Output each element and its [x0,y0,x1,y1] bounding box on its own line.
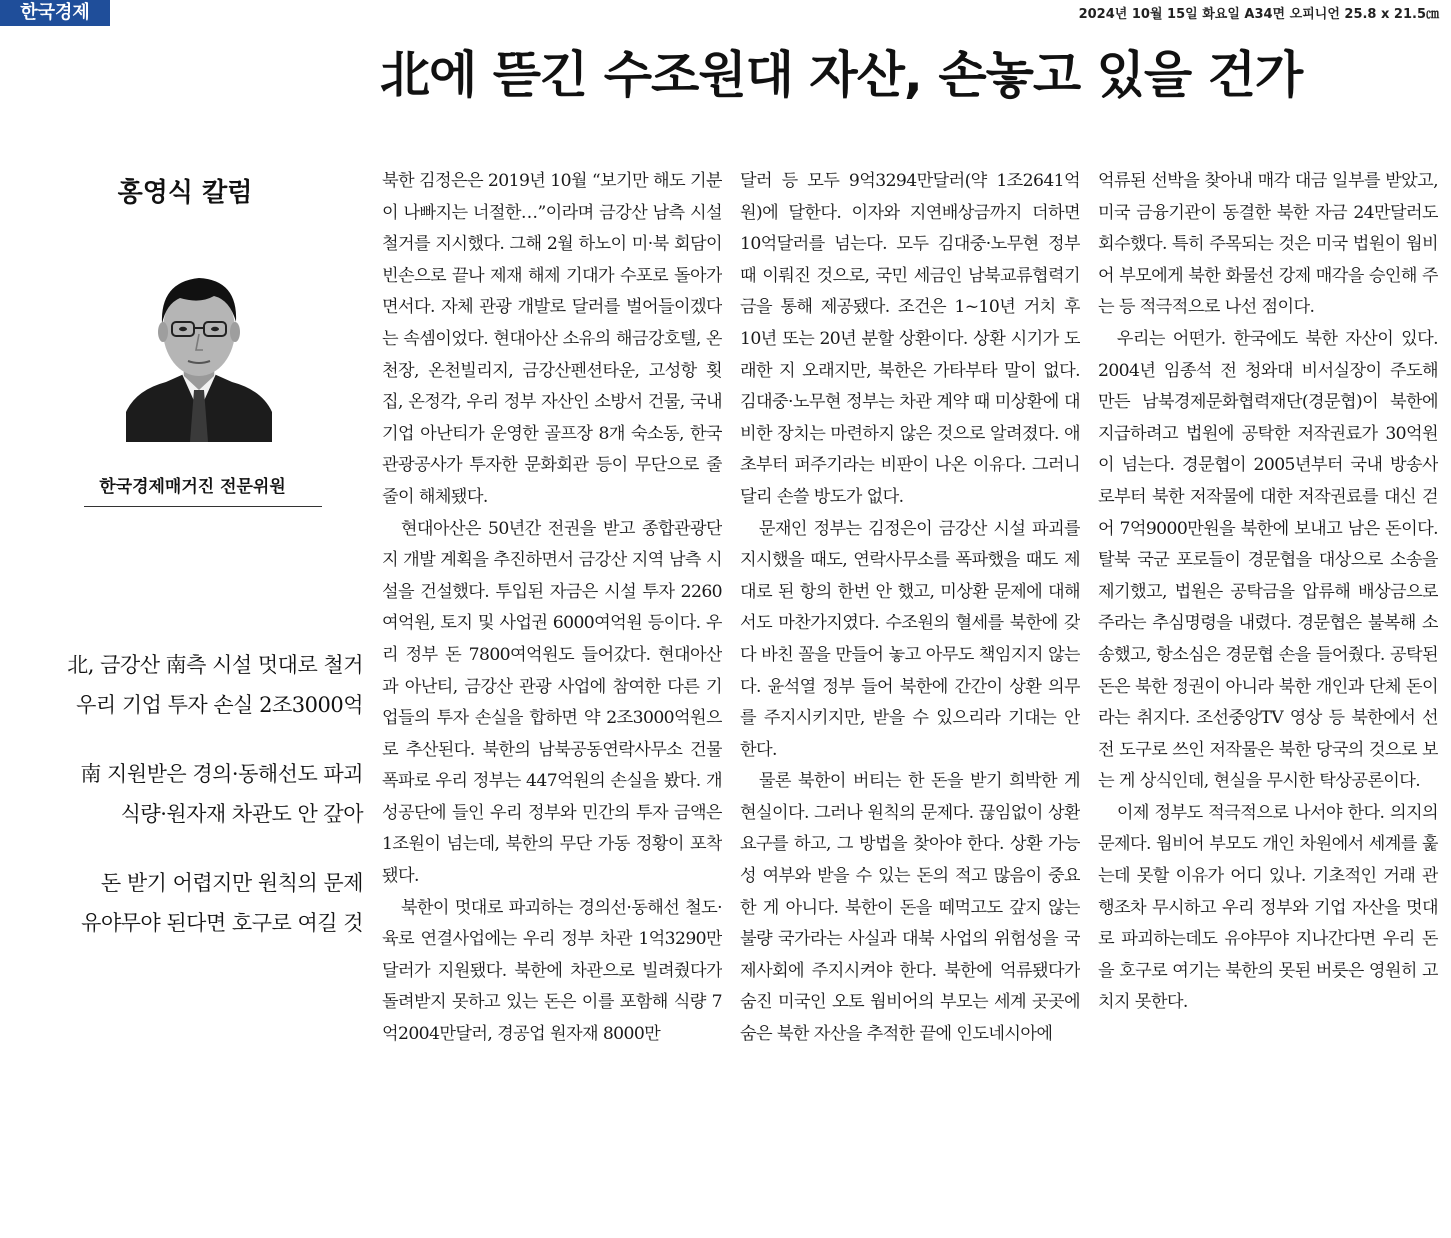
subhead-line: 유야무야 된다면 호구로 여길 것 [81,911,363,935]
paragraph: 우리는 어떤가. 한국에도 북한 자산이 있다. 2004년 임종석 전 청와대 비서실장이 주도해 만든 남북경제문화협력재단(경문협)이 북한에 지급하려고 법원에 공탁한 저작권료가 30억원이 넘는다. 경문협이 2005년부터 국내 방송사로부터 북한 저작물에 대한 저작권료를 대신 걷어 7억9000만원을 북한에 보내고 남은 돈이다. 탈북 국군 포로들이 경문협을 대상으로 소송을 제기했고, 법원은 공탁금을 압류해 배상금으로 주라는 추심명령을 내렸다. 경문협은 불복해 소송했고, 항소심은 경문협 손을 들어줬다. 공탁된 돈은 북한 정권이 아니라 북한 개인과 단체 돈이라는 취지다. 조선중앙TV 영상 등 북한에서 선전 도구로 쓰인 저작물은 북한 당국의 것으로 보는 게 상식인데, 현실을 무시한 탁상공론이다. [1098,328,1438,792]
issue-meta: 2024년 10월 15일 화요일 A34면 오피니언 25.8 x 21.5㎝ [1078,7,1439,22]
subheads [15,645,363,943]
paragraph: 달러 등 모두 9억3294만달러(약 1조2641억원)에 달한다. 이자와 지연배상금까지 더하면 10억달러를 넘는다. 모두 김대중·노무현 정부 때 이뤄진 것으로, 국민 세금인 남북교류협력기금을 통해 제공됐다. 조건은 1~10년 거치 후 10년 또는 20년 분할 상환이다. 상환 시기가 도래한 지 오래지만, 북한은 가타부타 말이 없다. 김대중·노무현 정부는 차관 계약 때 미상환에 대비한 장치는 마련하지 않은 것으로 알려졌다. 애초부터 퍼주기라는 비판이 나온 이유다. 그러니 달리 손쓸 방도가 없다. [740,171,1080,507]
paragraph: 문재인 정부는 김정은이 금강산 시설 파괴를 지시했을 때도, 연락사무소를 폭파했을 때도 제대로 된 항의 한번 안 했고, 미상환 문제에 대해서도 마찬가지였다. 수조원의 혈세를 북한에 갖다 바친 꼴을 만들어 놓고 아무도 책임지지 않는다. 윤석열 정부 들어 북한에 간간이 상환 의무를 주지시키지만, 받을 수 있으리라 기대는 안 한다. [740,518,1080,760]
column-name: 홍영식 칼럼 [117,178,253,208]
subhead-line: 北, 금강산 南측 시설 멋대로 철거 [67,653,363,677]
page-title: 北에 뜯긴 수조원대 자산, 손놓고 있을 건가 [380,46,1303,104]
article-column-3 [1098,166,1438,1228]
article-column-1 [382,166,722,1228]
paragraph: 이제 정부도 적극적으로 나서야 한다. 의지의 문제다. 웜비어 부모도 개인 차원에서 세계를 훑는데 못할 이유가 어디 있나. 기초적인 거래 관행조차 무시하고 우리 정부와 기업 자산을 멋대로 파괴하는데도 유야무야 지나간다면 우리 돈을 호구로 여기는 북한의 못된 버릇은 영원히 고치지 못한다. [1098,802,1438,1013]
author-portrait [126,262,272,442]
paragraph: 물론 북한이 버티는 한 돈을 받기 희박한 게 현실이다. 그러나 원칙의 문제다. 끊임없이 상환 요구를 하고, 그 방법을 찾아야 한다. 상환 가능성 여부와 받을 수 있는 돈의 적고 많음이 중요한 게 아니다. 북한이 돈을 떼먹고도 갚지 않는 불량 국가라는 사실과 대북 사업의 위험성을 국제사회에 주지시켜야 한다. 북한에 억류됐다가 숨진 미국인 오토 웜비어의 부모는 세계 곳곳에 숨은 북한 자산을 추적한 끝에 인도네시아에 [740,771,1080,1045]
newspaper-logo: 한국경제 [0,0,110,26]
subhead-line: 우리 기업 투자 손실 2조3000억 [76,693,363,717]
column-sidebar [0,150,370,1238]
paragraph: 북한 김정은은 2019년 10월 “보기만 해도 기분이 나빠지는 너절한…”이라며 금강산 남측 시설 철거를 지시했다. 그해 2월 하노이 미·북 회담이 빈손으로 끝나 제재 해제 기대가 수포로 돌아가면서다. 자체 관광 개발로 달러를 벌어들이겠다는 속셈이었다. 현대아산 소유의 해금강호텔, 온천장, 온천빌리지, 금강산펜션타운, 고성항 횟집, 온정각, 우리 정부 자산인 소방서 건물, 국내 기업 아난티가 운영한 골프장 8개 숙소동, 한국관광공사가 투자한 문화회관 등이 무단으로 줄줄이 해체됐다. [382,171,722,507]
paragraph: 북한이 멋대로 파괴하는 경의선·동해선 철도·육로 연결사업에는 우리 정부 차관 1억3290만달러가 지원됐다. 북한에 차관으로 빌려줬다가 돌려받지 못하고 있는 돈은 이를 포함해 식량 7억2004만달러, 경공업 원자재 8000만 [382,897,722,1045]
subhead-line: 돈 받기 어렵지만 원칙의 문제 [100,871,363,895]
paragraph: 현대아산은 50년간 전권을 받고 종합관광단지 개발 계획을 추진하면서 금강산 지역 남측 시설을 건설했다. 투입된 자금은 시설 투자 2260여억원, 토지 및 사업권 6000여억원 등이다. 우리 정부 돈 7800여억원도 들어갔다. 현대아산과 아난티, 금강산 관광 사업에 참여한 다른 기업들의 투자 손실을 합하면 약 2조3000억원으로 추산된다. 북한의 남북공동연락사무소 건물 폭파로 우리 정부는 447억원의 손실을 봤다. 개성공단에 들인 우리 정부와 민간의 투자 금액은 1조원이 넘는데, 북한의 무단 가동 정황이 포착됐다. [382,518,722,887]
paragraph: 억류된 선박을 찾아내 매각 대금 일부를 받았고, 미국 금융기관이 동결한 북한 자금 24만달러도 회수했다. 특히 주목되는 것은 미국 법원이 웜비어 부모에게 북한 화물선 강제 매각을 승인해 주는 등 적극적으로 나선 점이다. [1098,171,1438,318]
divider [84,506,322,507]
subhead-line: 식량·원자재 차관도 안 갚아 [120,802,363,826]
author-title: 한국경제매거진 전문위원 [99,477,286,497]
article-column-2 [740,166,1080,1228]
subhead-line: 南 지원받은 경의·동해선도 파괴 [80,762,363,786]
